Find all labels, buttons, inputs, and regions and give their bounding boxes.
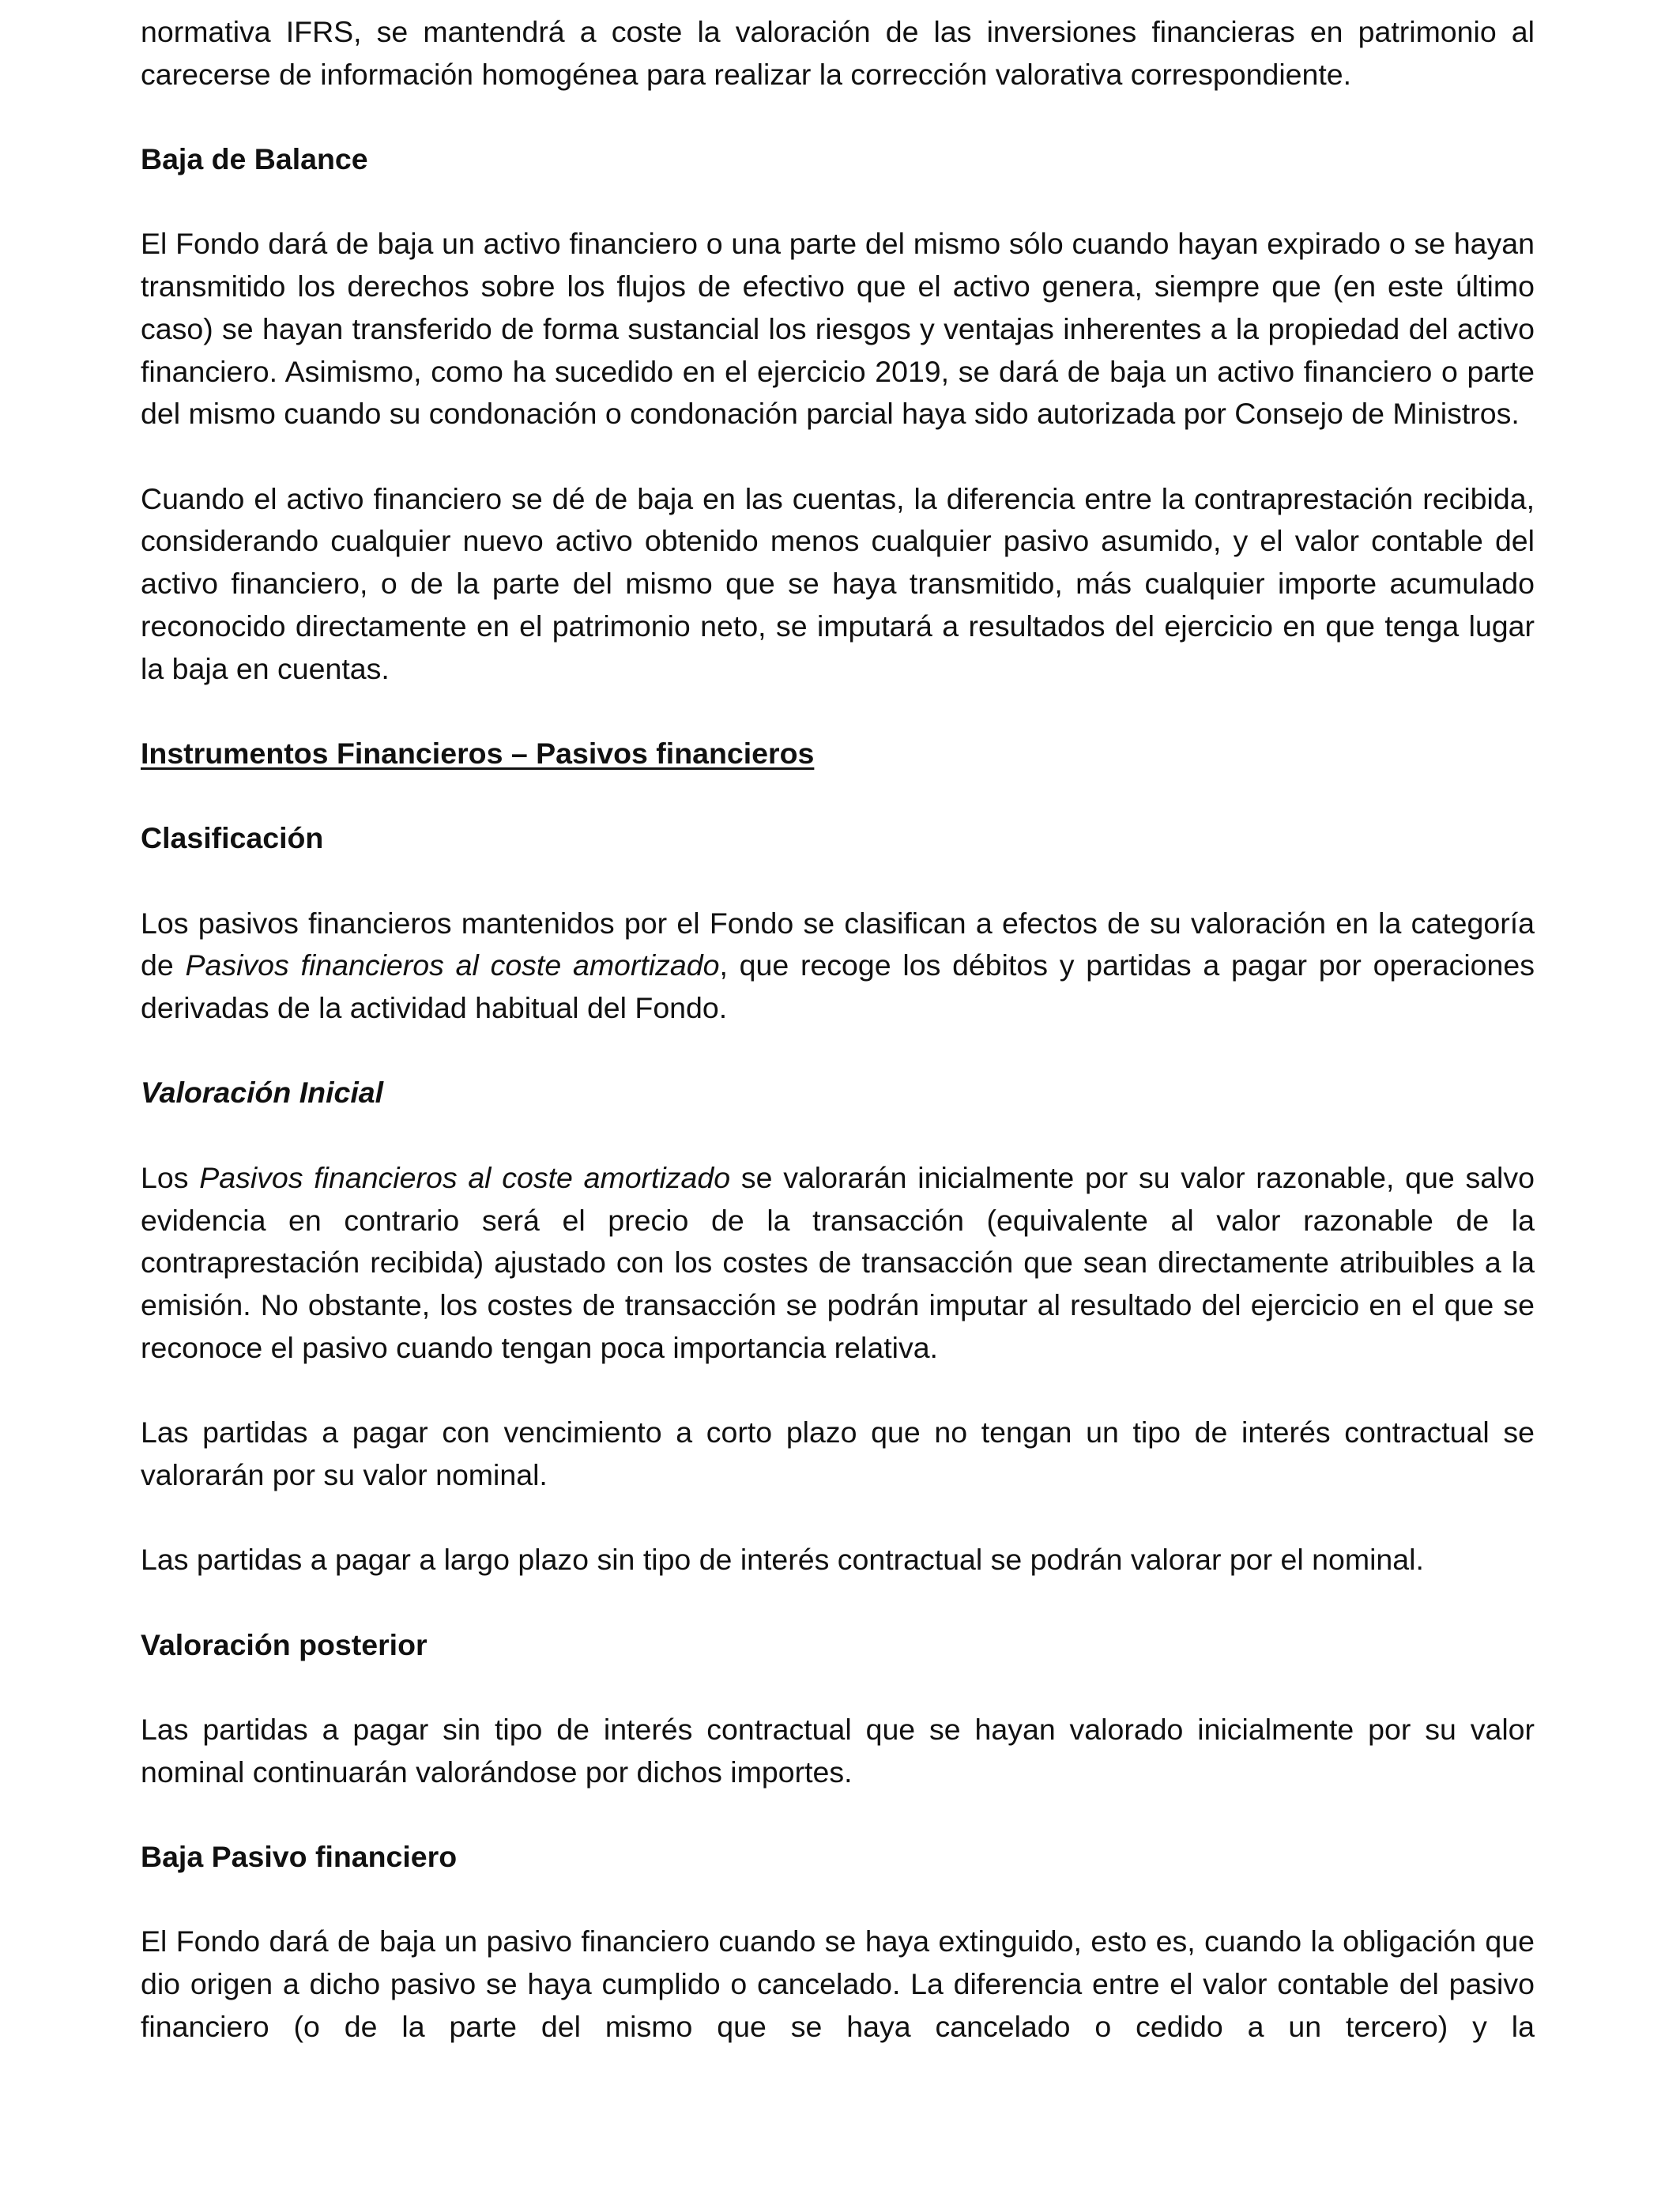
heading-valoracion-posterior: Valoración posterior xyxy=(141,1627,428,1661)
heading-baja-pasivo-financiero: Baja Pasivo financiero xyxy=(141,1840,458,1874)
paragraph-valoracion-posterior: Las partidas a pagar sin tipo de interés contractual que se hayan valorado inicialmente por su valor nominal continuarán valorándose por dichos importes. xyxy=(141,1712,1535,1789)
valoracion-inicial-text-start: Los xyxy=(141,1160,200,1194)
clasificacion-category-term: Pasivos financieros al coste amortizado xyxy=(185,948,720,982)
paragraph-largo-plazo: Las partidas a pagar a largo plazo sin tipo de interés contractual se podrán valorar por el nominal. xyxy=(141,1543,1424,1577)
paragraph-baja-activo-diferencia: Cuando el activo financiero se dé de baja en las cuentas, la diferencia entre la contraprestación recibida, considerando cualquier nuevo activo obtenido menos cualquier pasivo asumido, y el valor contable del activo financiero, o de la parte del mismo que se haya transmitido, más cualquier importe acumulado reconocido directamente en el patrimonio neto, se imputará a resultados del ejercicio en que tenga lugar la baja en cuentas. xyxy=(141,481,1535,685)
clasificacion-text-start: Los pasivos financieros mantenidos por el Fondo se clasifican a efectos de su valoración en la categoría de xyxy=(141,906,1535,982)
paragraph-baja-pasivo: El Fondo dará de baja un pasivo financiero cuando se haya extinguido, esto es, cuando la obligación que dio origen a dicho pasivo se haya cumplido o cancelado. La diferencia entre el valor contable del pasivo financiero (o de la parte del mismo que se haya cancelado o cedido a un tercero) y la xyxy=(141,1924,1535,2043)
heading-baja-de-balance: Baja de Balance xyxy=(141,142,368,176)
clasificacion-text-end: , que recoge los débitos y partidas a pagar por operaciones derivadas de la actividad habitual del Fondo. xyxy=(141,948,1535,1025)
heading-instrumentos-pasivos-financieros: Instrumentos Financieros – Pasivos financieros xyxy=(141,736,815,770)
paragraph-baja-activo-condiciones: El Fondo dará de baja un activo financiero o una parte del mismo sólo cuando hayan expirado o se hayan transmitido los derechos sobre los flujos de efectivo que el activo genera, siempre que (en este último caso) se hayan transferido de forma sustancial los riesgos y ventajas inherentes a la propiedad del activo financiero. Asimismo, como ha sucedido en el ejercicio 2019, se dará de baja un activo financiero o parte del mismo cuando su condonación o condonación parcial haya sido autorizada por Consejo de Ministros. xyxy=(141,227,1535,431)
heading-clasificacion: Clasificación xyxy=(141,821,324,855)
heading-valoracion-inicial: Valoración Inicial xyxy=(141,1076,384,1110)
valoracion-inicial-category-term: Pasivos financieros al coste amortizado xyxy=(199,1160,731,1194)
paragraph-valoracion-inicial xyxy=(141,1157,1535,1370)
paragraph-corto-plazo: Las partidas a pagar con vencimiento a corto plazo que no tengan un tipo de interés contractual se valorarán por su valor nominal. xyxy=(141,1416,1535,1491)
paragraph-ifrs-valoracion: normativa IFRS, se mantendrá a coste la valoración de las inversiones financieras en patrimonio al carecerse de información homogénea para realizar la corrección valorativa correspondiente. xyxy=(141,15,1535,91)
valoracion-inicial-text-end: se valorarán inicialmente por su valor razonable, que salvo evidencia en contrario será el precio de la transacción (equivalente al valor razonable de la contraprestación recibida) ajustado con los costes de transacción que sean directamente atribuibles a la emisión. No obstante, los costes de transacción se podrán imputar al resultado del ejercicio en el que se reconoce el pasivo cuando tengan poca importancia relativa. xyxy=(141,1160,1535,1364)
document-body xyxy=(141,11,1535,2049)
paragraph-clasificacion xyxy=(141,903,1535,1030)
